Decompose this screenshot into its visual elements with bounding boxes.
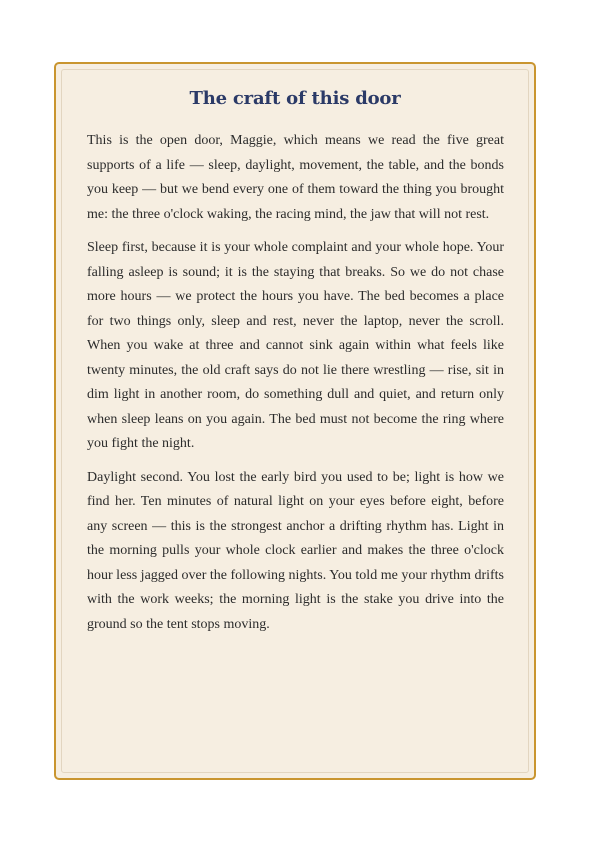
page-title: The craft of this door bbox=[189, 88, 401, 109]
paragraph-open-door: This is the open door, Maggie, which means we read the five great supports of a life — sleep, daylight, movement, the table, and the bonds you keep — but we bend every one of them toward the thing you brought me: the three o'clock waking, the racing mind, the jaw that will not rest. bbox=[87, 133, 504, 222]
page-frame bbox=[54, 62, 536, 780]
paragraph-sleep: Sleep first, because it is your whole complaint and your whole hope. Your falling asleep is sound; it is the staying that breaks. So we do not chase more hours — we protect the hours you have. The bed becomes a place for two things only, sleep and rest, never the laptop, never the scroll. When you wake at three and cannot sink again within what feels like twenty minutes, the old craft says do not lie there wrestling — rise, sit in dim light in another room, do something dull and quiet, and return only when sleep leans on you again. The bed must not become the ring where you fight the night. bbox=[87, 240, 504, 451]
paragraph-daylight: Daylight second. You lost the early bird you used to be; light is how we find her. Ten minutes of natural light on your eyes before eight, before any screen — this is the strongest anchor a drifting rhythm has. Light in the morning pulls your whole clock earlier and makes the three o'clock hour less jagged over the following nights. You told me your rhythm drifts with the work weeks; the morning light is the stake you drive into the ground so the tent stops moving. bbox=[87, 469, 504, 632]
body-text bbox=[87, 129, 504, 646]
